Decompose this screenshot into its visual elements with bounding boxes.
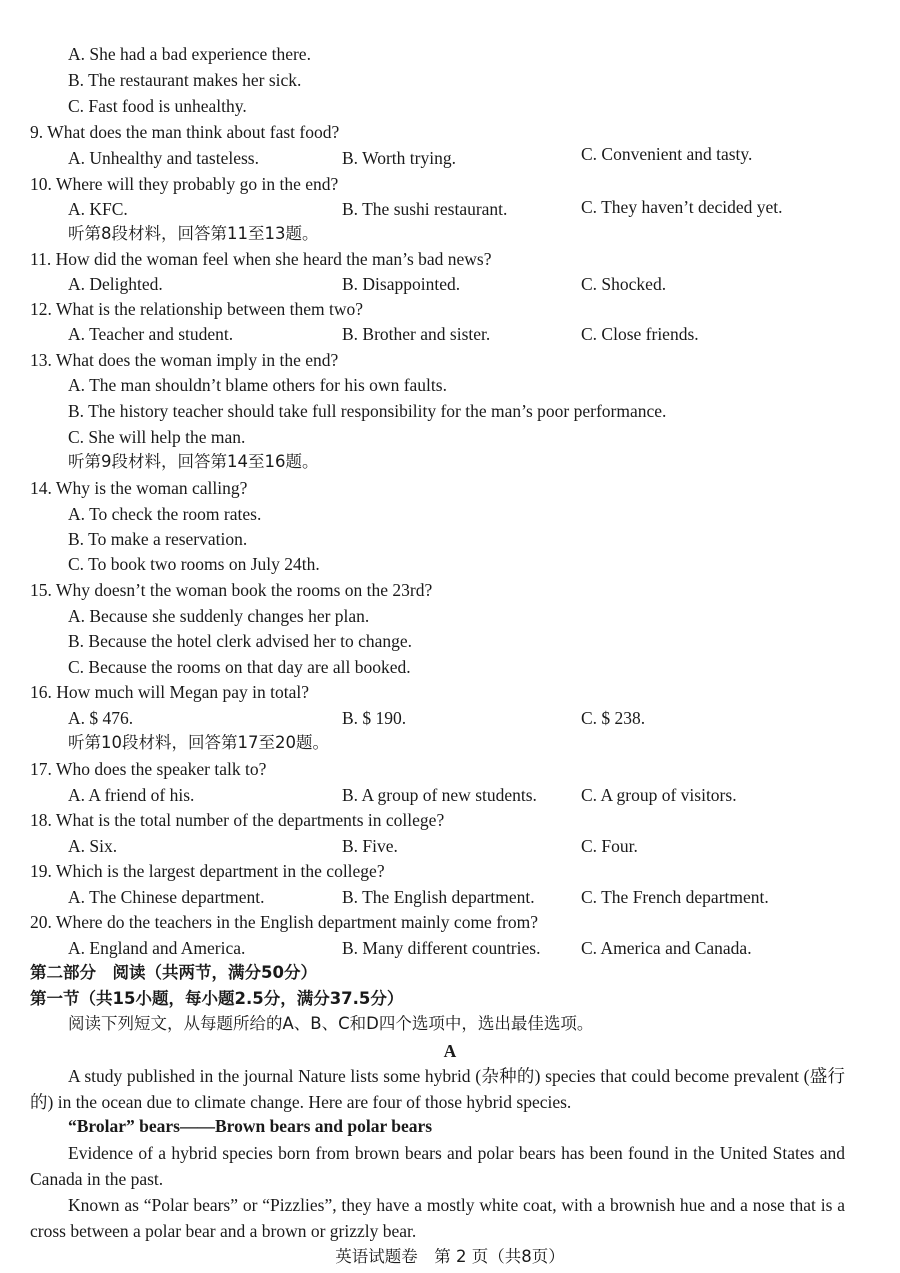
q9-option-a: A. Unhealthy and tasteless. bbox=[68, 148, 259, 168]
q16-option-c: C. $ 238. bbox=[581, 708, 646, 728]
q9-option-b: B. Worth trying. bbox=[342, 148, 456, 168]
q20-option-b: B. Many different countries. bbox=[342, 938, 541, 958]
q17-option-c: C. A group of visitors. bbox=[581, 785, 737, 805]
q10-option-b: B. The sushi restaurant. bbox=[342, 199, 508, 219]
q18-stem: 18. What is the total number of the departments in college? bbox=[30, 810, 445, 830]
q19-stem: 19. Which is the largest department in the college? bbox=[30, 861, 385, 881]
q18-option-c: C. Four. bbox=[581, 836, 638, 856]
q13-stem: 13. What does the woman imply in the end? bbox=[30, 350, 339, 370]
q9-options bbox=[0, 144, 900, 169]
q8-option-b: B. The restaurant makes her sick. bbox=[68, 70, 302, 90]
q12-option-a: A. Teacher and student. bbox=[68, 324, 234, 344]
q19-option-c: C. The French department. bbox=[581, 887, 769, 907]
q11-options bbox=[0, 273, 900, 295]
q8-option-c: C. Fast food is unhealthy. bbox=[68, 96, 247, 116]
q15-option-b: B. Because the hotel clerk advised her to change. bbox=[68, 631, 413, 651]
page-footer: 英语试题卷 第 2 页（共8页） bbox=[335, 1247, 565, 1266]
q14-option-b: B. To make a reservation. bbox=[68, 529, 248, 549]
q14-stem: 14. Why is the woman calling? bbox=[30, 478, 248, 498]
q16-stem: 16. How much will Megan pay in total? bbox=[30, 682, 309, 702]
q11-option-b: B. Disappointed. bbox=[342, 274, 461, 294]
q17-option-b: B. A group of new students. bbox=[342, 785, 537, 805]
passage-paragraph-3: Known as “Polar bears” or “Pizzlies”, they have a mostly white coat, with a brownish hue and a nose that is a cross between a polar bear and a brown or grizzly bear. bbox=[30, 1195, 845, 1241]
q11-option-c: C. Shocked. bbox=[581, 274, 667, 294]
q18-option-b: B. Five. bbox=[342, 836, 398, 856]
q16-option-a: A. $ 476. bbox=[68, 708, 134, 728]
q18-option-a: A. Six. bbox=[68, 836, 118, 856]
q16-option-b: B. $ 190. bbox=[342, 708, 407, 728]
q11-option-a: A. Delighted. bbox=[68, 274, 163, 294]
q11-stem: 11. How did the woman feel when she heard the man’s bad news? bbox=[30, 249, 492, 269]
q14-option-a: A. To check the room rates. bbox=[68, 504, 262, 524]
q20-options bbox=[0, 937, 900, 959]
q12-option-b: B. Brother and sister. bbox=[342, 324, 491, 344]
q12-option-c: C. Close friends. bbox=[581, 324, 699, 344]
q14-option-c: C. To book two rooms on July 24th. bbox=[68, 554, 320, 574]
q17-stem: 17. Who does the speaker talk to? bbox=[30, 759, 267, 779]
q20-option-a: A. England and America. bbox=[68, 938, 246, 958]
passage-letter: A bbox=[443, 1041, 457, 1061]
q15-option-a: A. Because she suddenly changes her plan. bbox=[68, 606, 370, 626]
q16-options bbox=[0, 707, 900, 729]
passage-subheading: “Brolar” bears——Brown bears and polar bears bbox=[68, 1116, 433, 1136]
q20-stem: 20. Where do the teachers in the English department mainly come from? bbox=[30, 912, 538, 932]
part-2-title: 第二部分 阅读（共两节，满分50分） bbox=[30, 963, 317, 982]
q9-option-c: C. Convenient and tasty. bbox=[581, 144, 753, 164]
part-2-instruction: 阅读下列短文，从每题所给的A、B、C和D四个选项中，选出最佳选项。 bbox=[68, 1014, 594, 1033]
q19-option-b: B. The English department. bbox=[342, 887, 535, 907]
q12-options bbox=[0, 323, 900, 345]
passage-paragraph-2: Evidence of a hybrid species born from brown bears and polar bears has been found in the United States and Canada in the past. bbox=[30, 1143, 845, 1189]
passage-paragraph-1: A study published in the journal Nature lists some hybrid (杂种的) species that could become prevalent (盛行的) in the ocean due to climate change. Here are four of those hybrid species. bbox=[30, 1066, 845, 1112]
q9-stem: 9. What does the man think about fast food? bbox=[30, 122, 340, 142]
q10-stem: 10. Where will they probably go in the end? bbox=[30, 174, 339, 194]
q10-option-c: C. They haven’t decided yet. bbox=[581, 197, 783, 217]
q10-option-a: A. KFC. bbox=[68, 199, 128, 219]
q13-option-b: B. The history teacher should take full responsibility for the man’s poor performance. bbox=[68, 401, 667, 421]
section-8-instruction: 听第8段材料，回答第11至13题。 bbox=[68, 224, 319, 243]
q15-stem: 15. Why doesn’t the woman book the rooms on the 23rd? bbox=[30, 580, 433, 600]
q12-stem: 12. What is the relationship between them two? bbox=[30, 299, 364, 319]
q13-option-a: A. The man shouldn’t blame others for his own faults. bbox=[68, 375, 447, 395]
q19-options bbox=[0, 886, 900, 908]
section-9-instruction: 听第9段材料，回答第14至16题。 bbox=[68, 452, 319, 471]
q17-options bbox=[0, 784, 900, 806]
q20-option-c: C. America and Canada. bbox=[581, 938, 752, 958]
q13-option-c: C. She will help the man. bbox=[68, 427, 246, 447]
section-10-instruction: 听第10段材料，回答第17至20题。 bbox=[68, 733, 329, 752]
q18-options bbox=[0, 835, 900, 857]
part-2-section-1-title: 第一节（共15小题，每小题2.5分，满分37.5分） bbox=[30, 989, 404, 1008]
q8-option-a: A. She had a bad experience there. bbox=[68, 44, 311, 64]
q10-options bbox=[0, 198, 900, 220]
q15-option-c: C. Because the rooms on that day are all booked. bbox=[68, 657, 411, 677]
q17-option-a: A. A friend of his. bbox=[68, 785, 195, 805]
q19-option-a: A. The Chinese department. bbox=[68, 887, 265, 907]
